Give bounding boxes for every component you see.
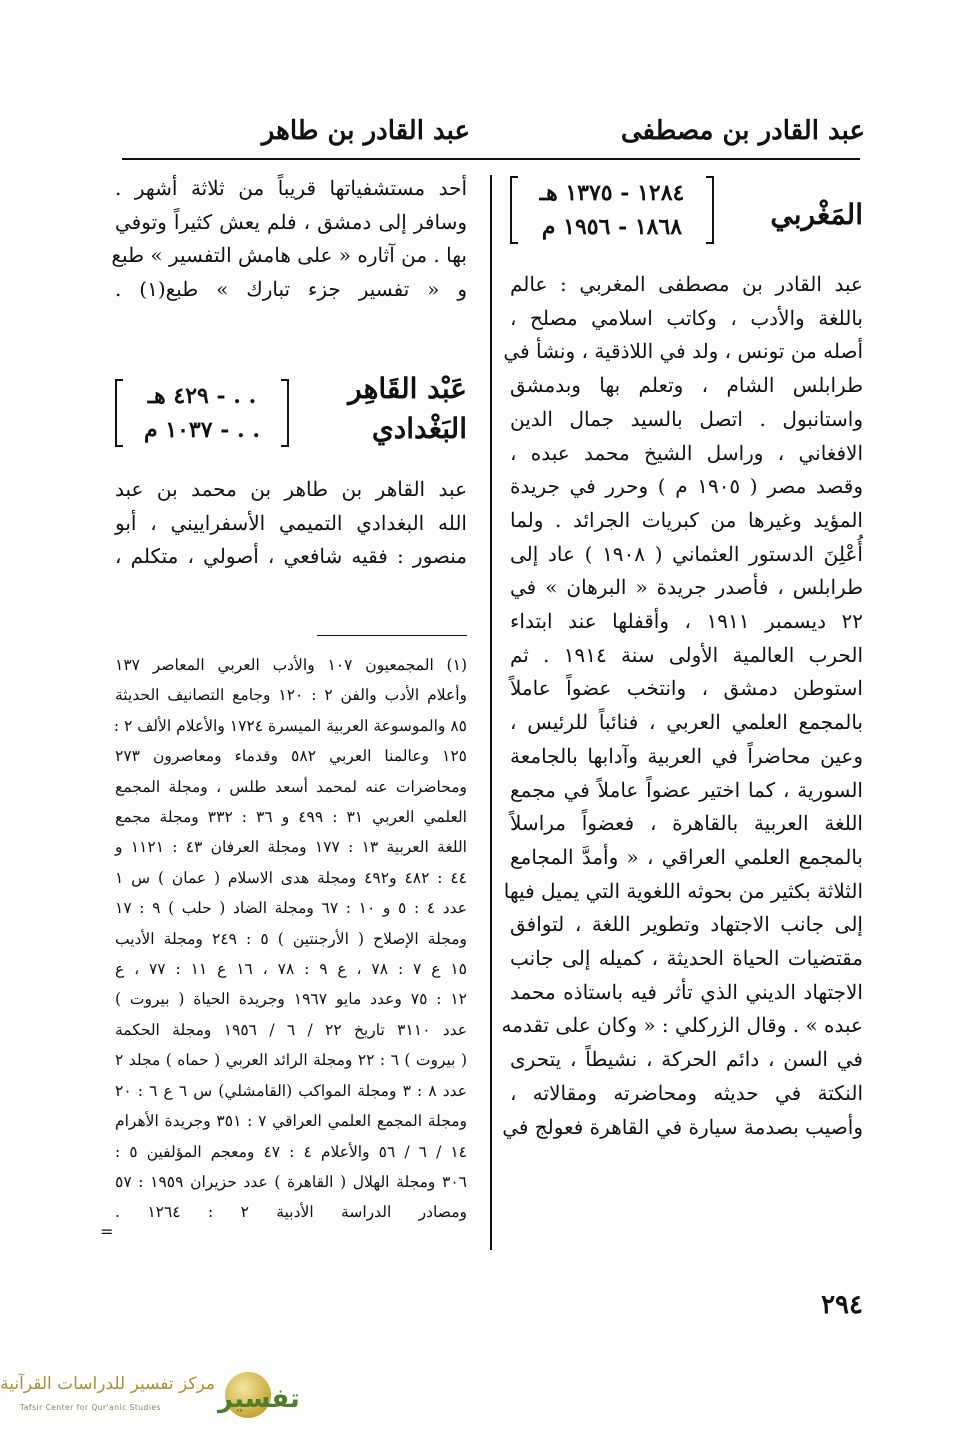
continuation-text bbox=[111, 172, 467, 307]
text-line: عدد ٤ : ٥ و ١٠ : ٦٧ ومجلة الضاد ( حلب ) ٩ : ١٧ bbox=[115, 899, 468, 918]
text-line: ١٤ / ٦ / ٥٦ والأعلام ٤ : ٤٧ ومعجم المؤلفين ٥ : bbox=[115, 1142, 468, 1161]
date-gregorian: ١٨٦٨ - ١٩٥٦ م bbox=[541, 214, 683, 240]
text-line: ١٥ ع ٧ : ٧٨ ، ع ٩ : ٧٨ ، ١٦ ع ١١ : ٧٧ ، ع bbox=[115, 960, 467, 979]
text-line: ومحاضرات عنه لمحمد أسعد طلس ، ومجلة المجمع bbox=[115, 777, 467, 796]
entry-body bbox=[501, 268, 864, 1144]
text-line: و « تفسير جزء تبارك » طبع(١) . bbox=[115, 277, 467, 302]
entry-name-line1: عَبْد القَاهِر bbox=[348, 371, 467, 405]
text-line: الاجتهاد الديني الذي تأثر فيه باستاذه محمد bbox=[510, 979, 863, 1004]
entry-heading bbox=[115, 369, 467, 461]
text-line: واستانبول . اتصل بالسيد جمال الدين bbox=[510, 406, 863, 431]
text-line: طرابلس ، فأصدر جريدة « البرهان » في bbox=[510, 575, 863, 600]
text-line: الحرب العالمية الأولى سنة ١٩١٤ . ثم bbox=[510, 642, 864, 667]
text-line: الثلاثة بكثير من بحوثه اللغوية التي يميل فيها bbox=[503, 878, 863, 903]
date-hijri: ١٢٨٤ - ١٣٧٥ هـ bbox=[539, 180, 685, 206]
date-hijri: . . - ٤٢٩ هـ bbox=[147, 382, 257, 409]
text-line: (١) المجمعيون ١٠٧ والأدب العربي المعاصر ١٣٧ bbox=[115, 656, 467, 674]
text-line: بالمجمع العلمي العربي ، فنائباً للرئيس ، bbox=[510, 710, 863, 735]
text-line: ٣٠٦ ومجلة الهلال ( القاهرة ) عدد حزيران ١٩٥٩ : ٥٧ bbox=[115, 1172, 467, 1191]
date-gregorian: . . - ١٠٣٧ م bbox=[144, 416, 260, 443]
footnotes bbox=[115, 650, 467, 1228]
text-line: وأعلام الأدب والفن ٢ : ١٢٠ وجامع التصانيف الحديثة bbox=[115, 686, 467, 705]
text-line: السورية ، كما اختير عضواً عاملاً في مجمع bbox=[510, 777, 863, 802]
text-line: أصله من تونس ، ولد في اللاذقية ، ونشأ في bbox=[503, 339, 863, 364]
text-line: عدد ٨ : ٣ ومجلة المواكب (القامشلي) س ٦ ع ٦ : ٢٠ bbox=[115, 1081, 468, 1100]
text-line: وأصيب بصدمة سيارة في القاهرة فعولج في bbox=[502, 1114, 863, 1139]
text-line: طرابلس الشام ، وتعلم بها وبدمشق bbox=[510, 373, 863, 398]
page-number: ٢٩٤ bbox=[821, 1290, 863, 1320]
text-line: عبده » . وقال الزركلي : « وكان على تقدمه bbox=[501, 1013, 863, 1038]
text-line: وسافر إلى دمشق ، فلم يعش كثيراً وتوفي bbox=[115, 209, 467, 234]
text-line: عبد القاهر بن طاهر بن محمد بن عبد bbox=[115, 476, 467, 501]
text-line: المؤيد وغيرها من كبريات الجرائد . ولما bbox=[510, 507, 863, 532]
text-line: الله البغدادي التميمي الأسفراييني ، أبو bbox=[115, 510, 467, 535]
right-column bbox=[501, 172, 864, 1144]
text-line: ٢٢ ديسمبر ١٩١١ ، وأقفلها عند ابتداء bbox=[510, 609, 863, 634]
text-line: بالمجمع العلمي العراقي ، « وأمدَّ المجامع bbox=[510, 844, 863, 869]
text-line: ١٢٥ وعالمنا العربي ٥٨٢ وقدماء ومعاصرون ٢٧٣ bbox=[115, 747, 467, 766]
date-bracket bbox=[115, 379, 289, 447]
text-line: اللغة العربية ١٣ : ١٧٧ ومجلة العرفان ٤٣ : ١١٢١ و bbox=[115, 838, 467, 857]
left-column bbox=[111, 172, 467, 574]
text-line: ٤٤ : ٤٨٢ و٤٩٢ ومجلة هدى الاسلام ( عمان ) س ١ bbox=[115, 868, 467, 887]
text-line: وعين محاضراً في العربية وآدابها بالجامعة bbox=[510, 743, 863, 768]
text-line: عدد ٣١١٠ تاريخ ٢٢ / ٦ / ١٩٥٦ ومجلة الحكمة bbox=[115, 1020, 468, 1039]
column-divider bbox=[490, 175, 492, 1250]
entry-body bbox=[115, 473, 467, 574]
text-line: الافغاني ، وراسل الشيخ محمد عبده ، bbox=[510, 440, 863, 465]
entry-name bbox=[348, 369, 467, 449]
text-line: أُعْلِنَ الدستور العثماني ( ١٩٠٨ ) عاد إلى bbox=[510, 541, 863, 566]
date-bracket bbox=[510, 176, 714, 244]
continuation-mark: = bbox=[100, 1222, 114, 1241]
logo-subtitle: Tafsir Center for Qur'anic Studies bbox=[20, 1403, 161, 1412]
text-line: ( بيروت ) ٦ : ٢٢ ومجلة الرائد العربي ( حماه ) مجلد ٢ bbox=[115, 1051, 467, 1070]
footnote-rule bbox=[317, 635, 467, 636]
text-line: ومجلة الإصلاح ( الأرجنتين ) ٥ : ٢٤٩ ومجلة الأديب bbox=[115, 929, 468, 948]
text-line: النكتة في حديثه ومحاضرته ومقالاته ، bbox=[510, 1080, 863, 1105]
text-line: وقصد مصر ( ١٩٠٥ م ) وحرر في جريدة bbox=[510, 474, 864, 499]
text-line: باللغة والأدب ، وكاتب اسلامي مصلح ، bbox=[510, 305, 863, 330]
text-line: منصور : فقيه شافعي ، أصولي ، متكلم ، bbox=[115, 544, 467, 569]
running-header-left: عبد القادر بن طاهر bbox=[261, 116, 470, 146]
text-line: ٨٥ والموسوعة العربية الميسرة ١٧٢٤ والأعلام الألف ٢ : bbox=[113, 716, 467, 735]
text-line: في السن ، دائم الحركة ، نشيطاً ، يتحرى bbox=[510, 1047, 863, 1072]
text-line: أحد مستشفياتها قريباً من ثلاثة أشهر . bbox=[115, 176, 467, 200]
text-line: بها . من آثاره « على هامش التفسير » طبع bbox=[111, 243, 467, 268]
text-line: ومصادر الدراسة الأدبية ٢ : ١٢٦٤ . bbox=[115, 1203, 468, 1222]
header-rule bbox=[122, 158, 860, 160]
text-line: مقتضيات الحياة الحديثة ، كميله إلى جانب bbox=[510, 946, 863, 971]
text-line: اللغة العربية بالقاهرة ، فعضواً مراسلاً bbox=[510, 811, 863, 836]
publisher-logo bbox=[0, 1370, 300, 1430]
entry-heading bbox=[510, 172, 863, 256]
logo-title: مركز تفسير للدراسات القرآنية bbox=[0, 1374, 215, 1394]
text-line: إلى جانب الاجتهاد وتطوير اللغة ، لتوافق bbox=[510, 912, 863, 937]
text-line: ومجلة المجمع العلمي العراقي ٧ : ٣٥١ وجريدة الأهرام bbox=[115, 1112, 467, 1131]
text-line: العلمي العربي ٣١ : ٤٩٩ و ٣٦ : ٣٣٢ ومجلة مجمع bbox=[115, 808, 467, 827]
text-line: استوطن دمشق ، وانتخب عضواً عاملاً bbox=[510, 676, 863, 701]
entry-name-line2: البَغْدادي bbox=[371, 411, 467, 445]
logo-word: تفسير bbox=[218, 1384, 300, 1414]
footnote-text bbox=[115, 650, 467, 1228]
entry-name: المَغْربي bbox=[770, 198, 863, 231]
running-header-right: عبد القادر بن مصطفى bbox=[620, 116, 865, 146]
text-line: عبد القادر بن مصطفى المغربي : عالم bbox=[510, 272, 863, 296]
text-line: ١٢ : ٧٥ وعدد مايو ١٩٦٧ وجريدة الحياة ( بيروت ) bbox=[115, 990, 467, 1009]
